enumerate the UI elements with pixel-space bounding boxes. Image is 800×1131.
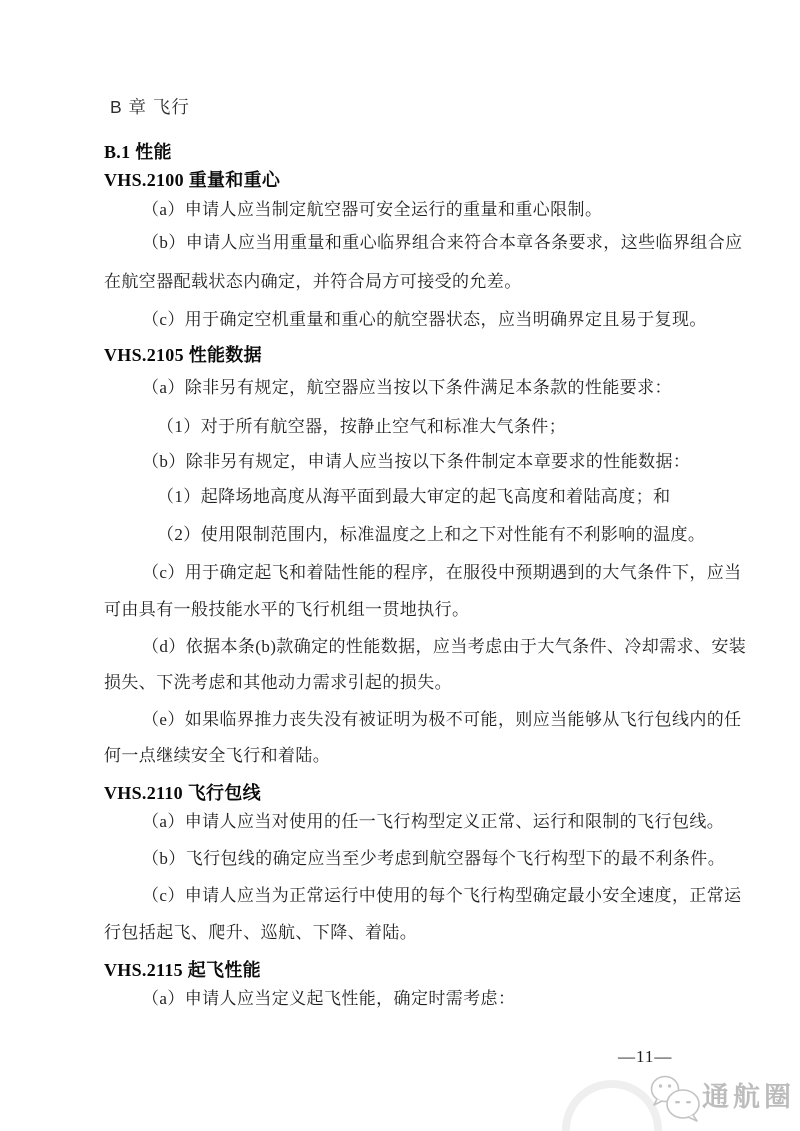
clause-line: （b）飞行包线的确定应当至少考虑到航空器每个飞行构型下的最不利条件。 [142, 849, 726, 868]
clause-line: 可由具有一般技能水平的飞行机组一贯地执行。 [104, 600, 470, 619]
clause-line: （d）依据本条(b)款确定的性能数据，应当考虑由于大气条件、冷却需求、安装 [142, 637, 747, 656]
clause-heading-vhs2110: VHS.2110 飞行包线 [104, 783, 261, 803]
clause-heading-vhs2115: VHS.2115 起飞性能 [104, 960, 261, 980]
clause-heading-vhs2100: VHS.2100 重量和重心 [104, 170, 281, 190]
clause-heading-vhs2105: VHS.2105 性能数据 [104, 345, 262, 365]
clause-line: （c）用于确定空机重量和重心的航空器状态，应当明确界定且易于复现。 [142, 310, 707, 329]
clause-line: （c）申请人应当为正常运行中使用的每个飞行构型确定最小安全速度，正常运 [142, 886, 742, 905]
clause-subline: （2）使用限制范围内，标准温度之上和之下对性能有不利影响的温度。 [157, 525, 706, 544]
section-heading-b1: B.1 性能 [104, 142, 172, 162]
clause-line: 损失、下洗考虑和其他动力需求引起的损失。 [104, 673, 452, 692]
clause-line: （a）申请人应当定义起飞性能，确定时需考虑： [142, 989, 516, 1008]
watermark-text: 通航圈 [702, 1082, 795, 1112]
clause-line: （a）申请人应当制定航空器可安全运行的重量和重心限制。 [142, 200, 603, 219]
clause-line: （e）如果临界推力丧失没有被证明为极不可能，则应当能够从飞行包线内的任 [142, 710, 742, 729]
clause-line: （c）用于确定起飞和着陆性能的程序，在服役中预期遇到的大气条件下，应当 [142, 563, 742, 582]
clause-line: （a）申请人应当对使用的任一飞行构型定义正常、运行和限制的飞行包线。 [142, 812, 725, 831]
clause-line: 何一点继续安全飞行和着陆。 [104, 746, 331, 765]
chat-bubbles-icon [648, 1074, 704, 1126]
watermark-ring [562, 1080, 662, 1131]
clause-line: 在航空器配载状态内确定，并符合局方可接受的允差。 [104, 272, 522, 291]
page-number: —11— [618, 1047, 673, 1066]
clause-subline: （1）起降场地高度从海平面到最大审定的起飞高度和着陆高度；和 [157, 487, 671, 506]
clause-line: 行包括起飞、爬升、巡航、下降、着陆。 [104, 923, 418, 942]
clause-line: （b）申请人应当用重量和重心临界组合来符合本章各条要求，这些临界组合应 [142, 233, 743, 252]
chapter-heading: B 章 飞行 [110, 97, 190, 117]
clause-subline: （1）对于所有航空器，按静止空气和标准大气条件； [157, 417, 567, 436]
clause-line: （b）除非另有规定，申请人应当按以下条件制定本章要求的性能数据： [142, 452, 691, 471]
clause-line: （a）除非另有规定，航空器应当按以下条件满足本条款的性能要求： [142, 378, 672, 397]
